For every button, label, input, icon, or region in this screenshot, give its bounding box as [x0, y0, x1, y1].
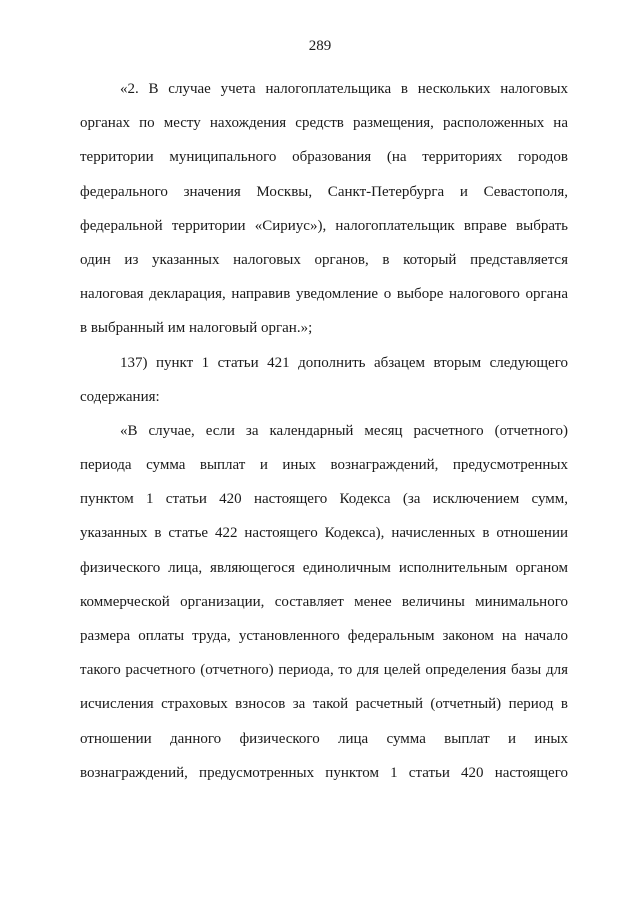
text-line: физического лица, являющегося единоличным исполнительным органом [80, 559, 568, 576]
text-line: федеральной территории «Сириус»), налогоплательщик вправе выбрать [80, 217, 568, 234]
text-line: налоговая декларация, направив уведомление о выборе налогового органа [80, 286, 568, 303]
text-line: размера оплаты труда, установленного федеральным законом на начало [80, 628, 568, 644]
text-line: исчисления страховых взносов за такой расчетный (отчетный) период в [80, 696, 568, 713]
text-line: «2. В случае учета налогоплательщика в нескольких налоговых [120, 81, 568, 97]
text-line: один из указанных налоговых органов, в который представляется [80, 251, 568, 268]
page-number: 289 [308, 38, 332, 54]
text-line: территории муниципального образования (на территориях городов [80, 149, 568, 166]
text-line: периода сумма выплат и иных вознаграждений, предусмотренных [80, 457, 568, 474]
text-line: 137) пункт 1 статьи 421 дополнить абзацем вторым следующего [120, 354, 568, 371]
text-line: органах по месту нахождения средств размещения, расположенных на [80, 115, 568, 132]
text-line: такого расчетного (отчетного) периода, то для целей определения базы для [80, 662, 568, 679]
text-line: указанных в статье 422 настоящего Кодекса), начисленных в отношении [80, 525, 568, 542]
text-line: в выбранный им налоговый орган.»; [80, 320, 313, 337]
text-line: отношении данного физического лица сумма выплат и иных [80, 730, 568, 747]
text-line: коммерческой организации, составляет менее величины минимального [80, 593, 568, 610]
text-line: федерального значения Москвы, Санкт-Петербурга и Севастополя, [80, 183, 568, 200]
text-line: пунктом 1 статьи 420 настоящего Кодекса (за исключением сумм, [80, 491, 568, 508]
text-line: содержания: [80, 388, 160, 405]
document-body [80, 72, 568, 790]
text-line: «В случае, если за календарный месяц расчетного (отчетного) [120, 422, 568, 439]
text-line: вознаграждений, предусмотренных пунктом 1 статьи 420 настоящего [80, 764, 568, 781]
